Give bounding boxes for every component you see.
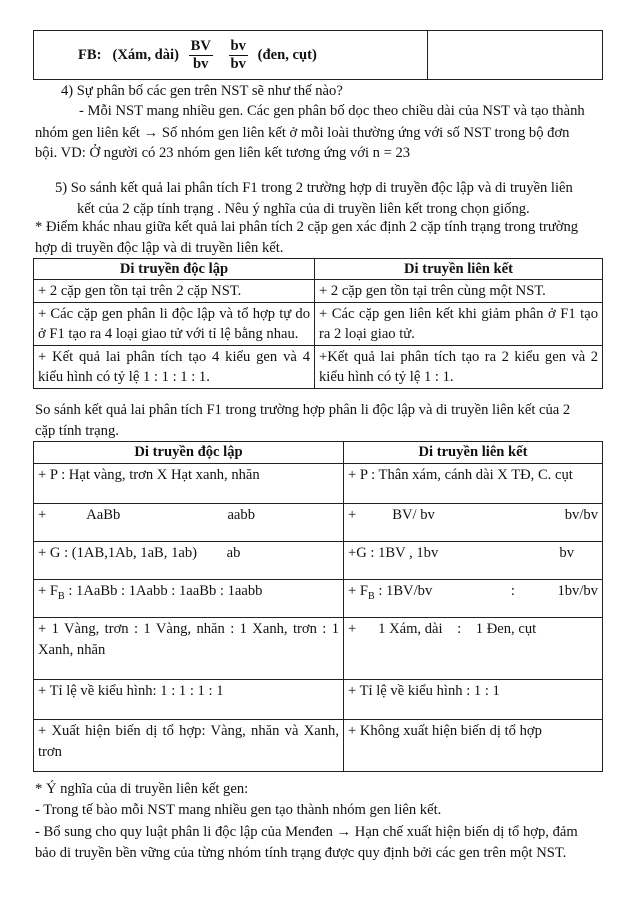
q4-para-line2: nhóm gen liên kết → Số nhóm gen liên kết ở mỗi loài thường ứng với số NST trong bộ đơn: [35, 125, 570, 141]
r4-right-colon: :: [510, 583, 515, 599]
r4-left-ratio: : 1AaBb : 1Aabb : 1aaBb : 1aabb: [64, 583, 263, 599]
fb-frac2-num: bv: [230, 37, 246, 54]
q5-line1: 5) So sánh kết quả lai phân tích F1 trong 2 trường hợp di truyền độc lập và di truyền liên: [55, 180, 573, 196]
meaning-line1: - Trong tế bào mỗi NST mang nhiều gen tạo thành nhóm gen liên kết.: [35, 802, 442, 818]
q4-title: 4) Sự phân bố các gen trên NST sẽ như thế nào?: [61, 83, 343, 99]
fb-cell: [34, 31, 428, 80]
fb-table: [33, 30, 603, 80]
fb-empty-cell: [428, 31, 603, 80]
r3-left-gamete-ab: ab: [226, 545, 241, 561]
r4-left-sub: B: [58, 590, 65, 602]
fb-frac1-num: BV: [190, 37, 211, 54]
r2-right-parent1: BV/ bv: [392, 507, 435, 523]
table1-header-independent: Di truyền độc lập: [34, 259, 315, 280]
fb-frac1-den: bv: [193, 55, 209, 72]
r2-left-plus: +: [38, 507, 47, 523]
meaning-title: * Ý nghĩa của di truyền liên kết gen:: [35, 781, 249, 797]
r2-right-parent2: bv/bv: [564, 507, 598, 523]
table2-cell: [344, 542, 603, 580]
r2-right-plus: +: [348, 507, 357, 523]
r4-right-sub: B: [368, 590, 375, 602]
q5-line4: hợp di truyền độc lập và di truyền liên kết.: [35, 240, 284, 256]
q4-para-line3: bội. VD: Ở người có 23 nhóm gen liên kết tương ứng với n = 23: [35, 145, 411, 161]
fb-fraction-2: [229, 38, 248, 73]
r3-right-gametes: +G : 1BV , 1bv: [348, 545, 439, 561]
table1-cell: + 2 cặp gen tồn tại trên 2 cặp NST.: [34, 280, 315, 303]
fb-label: FB:: [78, 46, 102, 63]
table2-cell: [34, 542, 344, 580]
table1-cell: +Kết quả lai phân tích tạo ra 2 kiểu gen và 2 kiểu hình có tỷ lệ 1 : 1.: [315, 346, 603, 389]
r3-right-gamete-bv: bv: [559, 545, 574, 561]
table2-cell: [344, 580, 603, 618]
table1-header-linked: Di truyền liên kết: [315, 259, 603, 280]
table1-cell: + Các cặp gen phân li độc lập và tổ hợp tự do ở F1 tạo ra 4 loại giao tử với tỉ lệ bằng nhau.: [34, 303, 315, 346]
table2-header-independent: Di truyền độc lập: [34, 442, 344, 464]
r4-right-prefix: + F: [348, 583, 368, 599]
table2-cell: + Tỉ lệ về kiểu hình: 1 : 1 : 1 : 1: [34, 680, 344, 720]
table2-cell: + P : Hạt vàng, trơn X Hạt xanh, nhăn: [34, 464, 344, 504]
table1-cell: + 2 cặp gen tồn tại trên cùng một NST.: [315, 280, 603, 303]
q4-para-line1: - Mỗi NST mang nhiều gen. Các gen phân bố dọc theo chiều dài của NST và tạo thành: [79, 103, 585, 119]
fb-type2: (đen, cụt): [257, 46, 317, 63]
table2-cell: + 1 Vàng, trơn : 1 Vàng, nhăn : 1 Xanh, trơn : 1 Xanh, nhăn: [34, 618, 344, 680]
table2-cell: + Không xuất hiện biến dị tổ hợp: [344, 720, 603, 772]
intro2-line2: cặp tính trạng.: [35, 423, 119, 439]
table2-cell: [34, 504, 344, 542]
fb-fraction-1: [189, 38, 213, 73]
q5-line2: kết của 2 cặp tính trạng . Nêu ý nghĩa của di truyền liên kết trong chọn giống.: [77, 201, 530, 217]
table1-cell: + Các cặp gen liên kết khi giảm phân ở F1 tạo ra 2 loại giao tử.: [315, 303, 603, 346]
r2-left-parent1: AaBb: [86, 507, 121, 523]
r4-left-prefix: + F: [38, 583, 58, 599]
table2-cell: [34, 580, 344, 618]
comparison-table-2: [33, 441, 603, 772]
table2-cell: [344, 504, 603, 542]
r4-right-genotype2: 1bv/bv: [557, 583, 598, 599]
fb-frac2-den: bv: [230, 55, 246, 72]
meaning-line3: bảo di truyền bền vững của từng nhóm tính trạng được quy định bởi các gen trên một NST.: [35, 845, 567, 861]
table2-cell: + P : Thân xám, cánh dài X TĐ, C. cụt: [344, 464, 603, 504]
table1-cell: + Kết quả lai phân tích tạo 4 kiểu gen và 4 kiểu hình có tỷ lệ 1 : 1 : 1 : 1.: [34, 346, 315, 389]
meaning-line2: - Bổ sung cho quy luật phân li độc lập của Menđen → Hạn chế xuất hiện biến dị tổ hợp, đảm: [35, 824, 578, 840]
intro2-line1: So sánh kết quả lai phân tích F1 trong trường hợp phân li độc lập và di truyền liên kết của 2: [35, 402, 571, 418]
comparison-table-1: [33, 258, 603, 389]
r3-left-gametes: + G : (1AB,1Ab, 1aB, 1ab): [38, 545, 198, 561]
q5-line3: * Điểm khác nhau giữa kết quả lai phân tích 2 cặp gen xác định 2 cặp tính trạng trong trường: [35, 219, 579, 235]
r2-left-parent2: aabb: [227, 507, 255, 523]
table2-cell: + Xuất hiện biến dị tổ hợp: Vàng, nhăn và Xanh, trơn: [34, 720, 344, 772]
table2-cell: + 1 Xám, dài : 1 Đen, cụt: [344, 618, 603, 680]
fb-type1: (Xám, dài): [112, 46, 179, 63]
table2-cell: + Tỉ lệ về kiểu hình : 1 : 1: [344, 680, 603, 720]
r4-right-genotype1: : 1BV/bv: [378, 583, 433, 599]
table2-header-linked: Di truyền liên kết: [344, 442, 603, 464]
